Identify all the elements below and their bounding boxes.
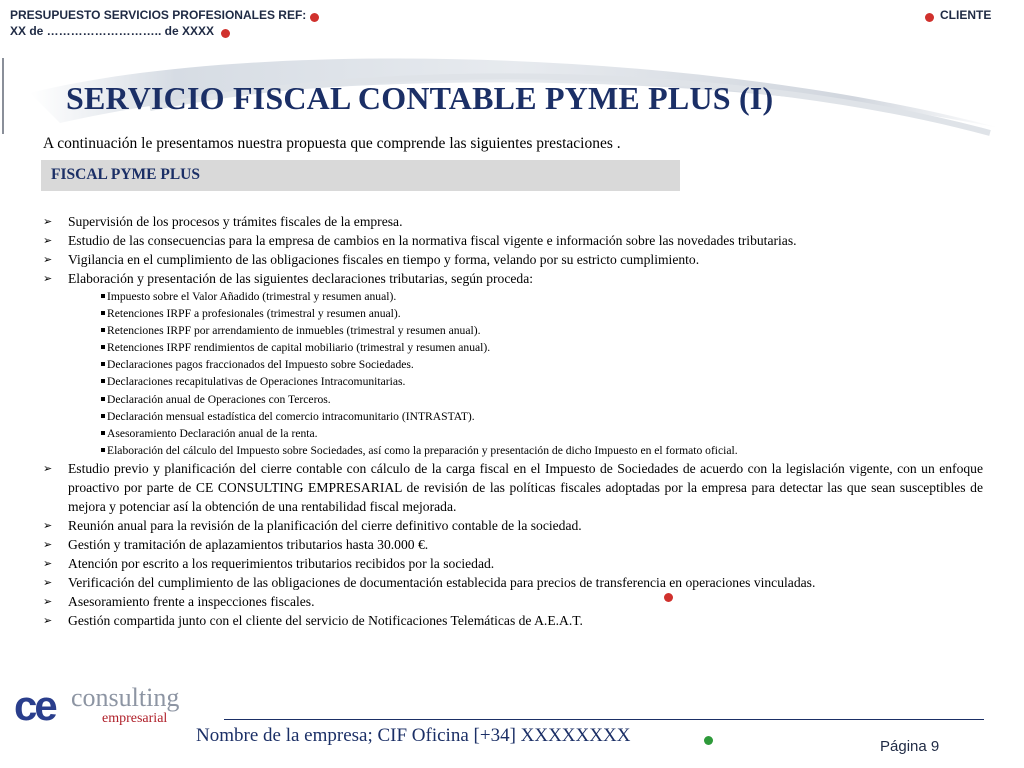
list-item [43,573,983,592]
list-item-text: Gestión compartida junto con el cliente del servicio de Notificaciones Telemáticas de A.E.A.T. [68,612,583,628]
page-number: Página 9 [880,738,940,755]
red-marker-dot [925,13,934,22]
svg-text:consulting: consulting [71,684,180,712]
square-bullet-icon [101,294,105,298]
svg-text:ce: ce [14,684,55,729]
list-item-text: Asesoramiento frente a inspecciones fiscales. [68,593,315,609]
square-bullet-icon [101,362,105,366]
square-bullet-icon [101,448,105,452]
page-title: SERVICIO FISCAL CONTABLE PYME PLUS (I) [66,80,774,116]
square-bullet-icon [101,345,105,349]
sub-list-item [43,305,983,322]
square-bullet-icon [101,431,105,435]
square-bullet-icon [101,379,105,383]
svg-text:empresarial: empresarial [102,711,168,726]
list-item-text: Atención por escrito a los requerimientos tributarios recibidos por la sociedad. [68,555,495,571]
sub-list-item-text: Retenciones IRPF por arrendamiento de inmuebles (trimestral y resumen anual). [107,324,481,338]
header-ref-line: PRESUPUESTO SERVICIOS PROFESIONALES REF: [10,8,307,22]
arrow-bullet-icon: ➢ [43,575,53,589]
sub-list-item [43,322,983,339]
sub-list-item-text: Impuesto sobre el Valor Añadido (trimestral y resumen anual). [107,290,397,303]
arrow-bullet-icon: ➢ [43,537,53,551]
sub-list-item [43,442,983,459]
sub-list-item-text: Asesoramiento Declaración anual de la renta. [107,426,318,440]
arrow-bullet-icon: ➢ [43,461,53,475]
square-bullet-icon [101,328,105,332]
intro-text: A continuación le presentamos nuestra propuesta que comprende las siguientes prestaciones . [43,135,621,152]
sub-list-item-text: Declaraciones recapitulativas de Operaciones Intracomunitarias. [107,375,406,389]
list-item [43,535,983,554]
sub-list-item [43,339,983,356]
square-bullet-icon [101,311,105,315]
sub-list-item-text: Declaración anual de Operaciones con Terceros. [107,392,331,406]
list-item-text: Reunión anual para la revisión de la planificación del cierre definitivo contable de la sociedad. [68,517,582,533]
sub-list-item-text: Declaración mensual estadística del comercio intracomunitario (INTRASTAT). [107,409,475,423]
list-item-text: Estudio de las consecuencias para la empresa de cambios en la normativa fiscal vigente e información sobre las novedades tributarias. [68,233,797,248]
sub-list-item-text: Elaboración del cálculo del Impuesto sobre Sociedades, así como la preparación y presentación de dicho Impuesto en el formato oficial. [107,443,738,457]
arrow-bullet-icon: ➢ [43,613,53,627]
list-item-text: Estudio previo y planificación del cierre contable con cálculo de la carga fiscal en el Impuesto de Sociedades de acuerdo con la legislación vigente, con un enfoque proactivo por parte de CE CONSULTING EMPRESARIAL de revisión de las políticas fiscales adoptadas por la empresa para detectar las que sean susceptibles de mejora y potenciar así la obtención de una rentabilidad fiscal mejorada. [68,460,983,514]
arrow-bullet-icon: ➢ [43,518,53,532]
arrow-bullet-icon: ➢ [43,253,53,266]
green-marker-dot [704,736,713,745]
section-banner [41,160,680,191]
square-bullet-icon [101,414,105,418]
list-item [43,611,983,630]
list-item-text: Gestión y tramitación de aplazamientos tributarios hasta 30.000 €. [68,536,429,552]
footer-company-info: Nombre de la empresa; CIF Oficina [+34] XXXXXXXX [196,725,631,746]
sub-list-item-text: Declaraciones pagos fraccionados del Impuesto sobre Sociedades. [107,358,414,372]
list-item-text: Verificación del cumplimiento de las obligaciones de documentación establecida para precios de transferencia en operaciones vinculadas. [68,574,816,590]
arrow-bullet-icon: ➢ [43,556,53,570]
list-item [43,269,983,288]
list-item [43,212,983,231]
sub-list-item [43,288,983,305]
square-bullet-icon [101,397,105,401]
red-marker-dot [664,593,673,602]
header-date-line: XX de ……………………….. de XXXX [10,24,215,38]
footer-divider [224,719,984,720]
list-item-text: Vigilancia en el cumplimiento de las obligaciones fiscales en tiempo y forma, velando por su estricto cumplimiento. [68,252,700,267]
sub-list-item-text: Retenciones IRPF rendimientos de capital mobiliario (trimestral y resumen anual). [107,341,491,355]
arrow-bullet-icon: ➢ [43,272,53,285]
header-client: CLIENTE [940,8,992,22]
company-logo [14,684,214,730]
service-list [43,212,983,630]
section-banner-label: FISCAL PYME PLUS [51,166,200,183]
sub-list-item [43,408,983,425]
list-item [43,592,983,611]
sub-list-item [43,373,983,390]
red-marker-dot [310,13,319,22]
list-item-text: Elaboración y presentación de las siguientes declaraciones tributarias, según proceda: [68,271,534,286]
arrow-bullet-icon: ➢ [43,594,53,608]
list-item [43,516,983,535]
arrow-bullet-icon: ➢ [43,215,53,228]
list-item [43,554,983,573]
sub-list-item-text: Retenciones IRPF a profesionales (trimestral y resumen anual). [107,307,401,321]
list-item [43,250,983,269]
list-item [43,459,983,516]
sub-list-item [43,391,983,408]
list-item-text: Supervisión de los procesos y trámites fiscales de la empresa. [68,214,403,229]
list-item [43,231,983,250]
red-marker-dot [221,29,230,38]
sub-list-item [43,425,983,442]
arrow-bullet-icon: ➢ [43,234,53,247]
sub-list-item [43,356,983,373]
